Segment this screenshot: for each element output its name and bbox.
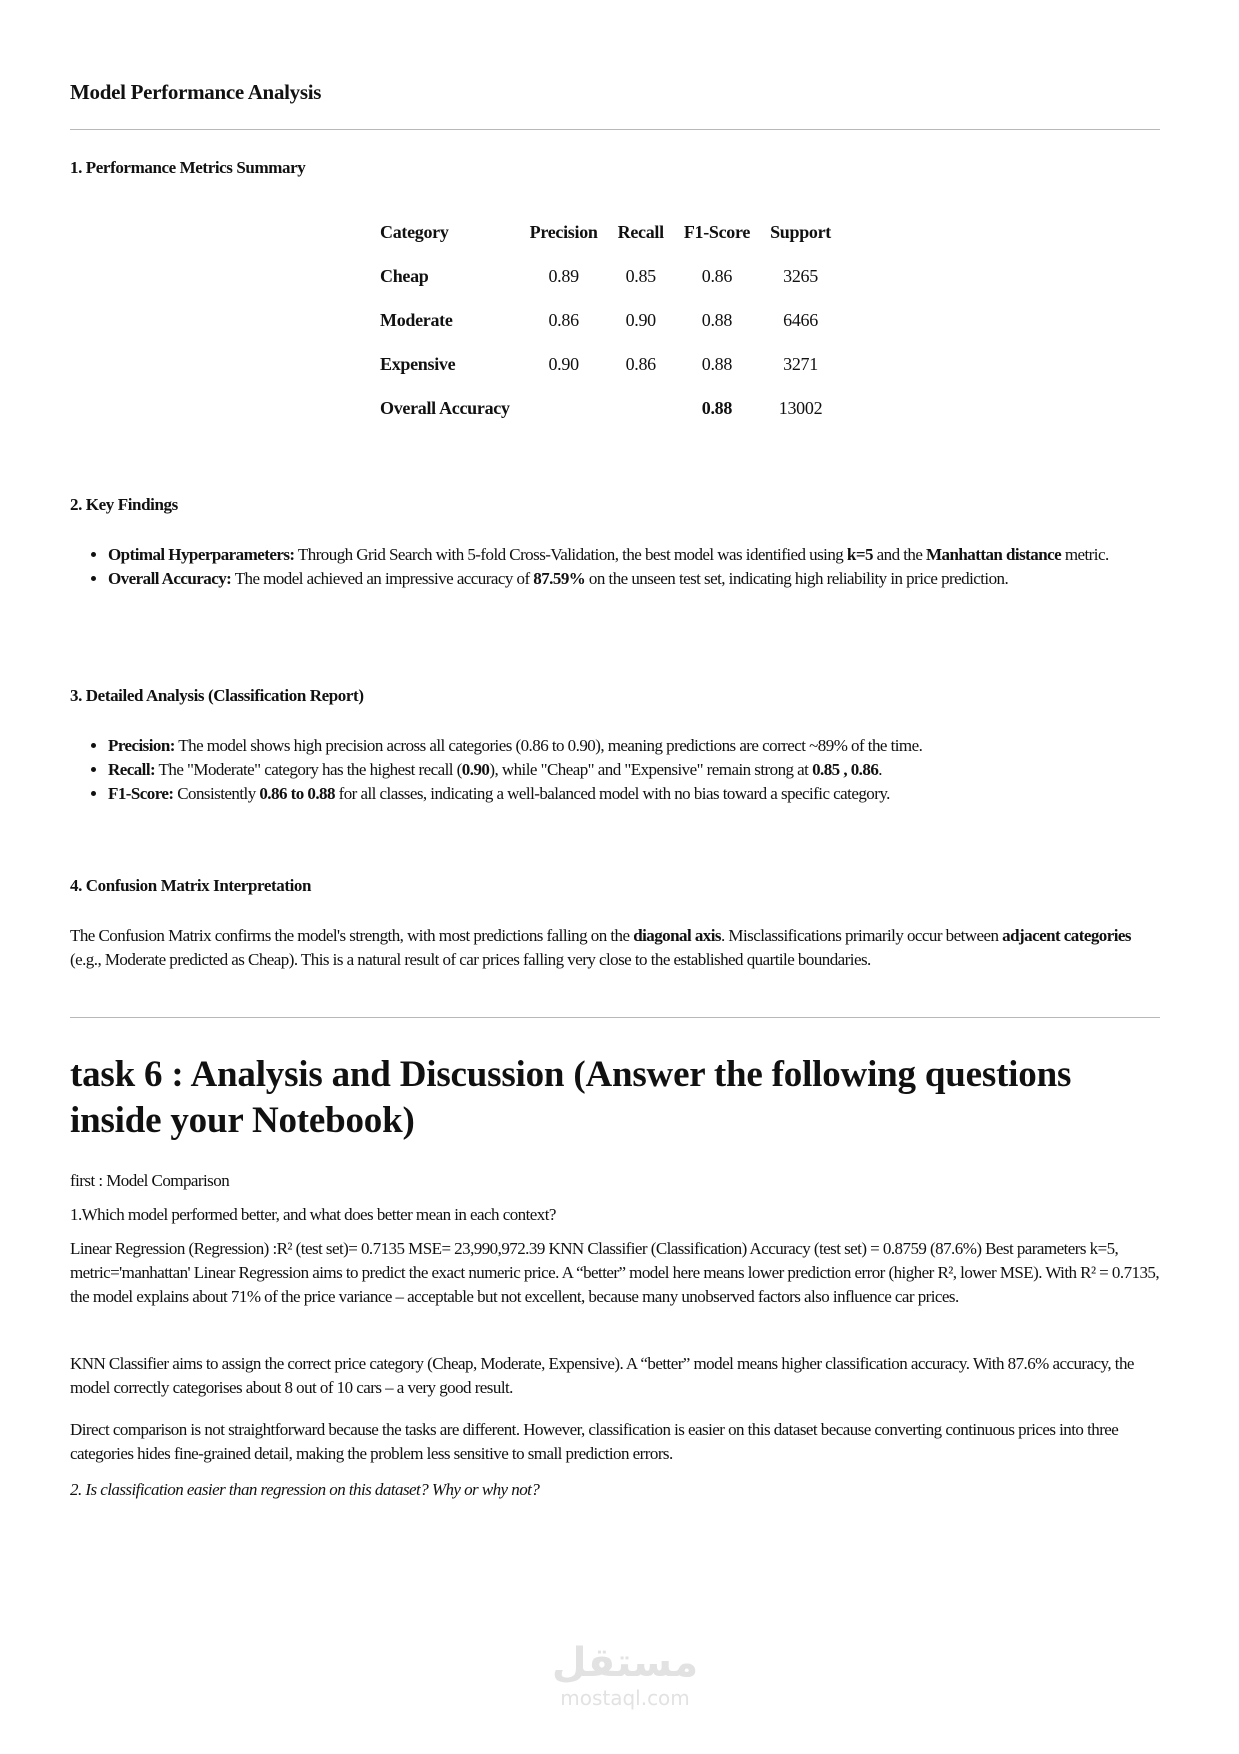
cell-category: Overall Accuracy bbox=[380, 397, 510, 418]
cell-category: Cheap bbox=[380, 265, 429, 286]
watermark-arabic-text: مستقل bbox=[551, 1640, 699, 1686]
question-2: 2. Is classification easier than regression on this dataset? Why or why not? bbox=[70, 1480, 540, 1499]
table-row-overall bbox=[370, 386, 841, 430]
cell-support: 3271 bbox=[783, 353, 818, 374]
section-heading-metrics: 1. Performance Metrics Summary bbox=[70, 158, 306, 177]
column-header-support: Support bbox=[770, 221, 831, 242]
table-row bbox=[370, 342, 841, 386]
list-item: • Precision: The model shows high precision across all categories (0.86 to 0.90), meaning predictions are correct ~89% of the time. bbox=[108, 734, 1160, 758]
section-heading-detailed-analysis: 3. Detailed Analysis (Classification Report) bbox=[70, 686, 364, 705]
cell-f1: 0.88 bbox=[701, 309, 733, 330]
cell-f1: 0.86 bbox=[701, 265, 733, 286]
cell-support: 3265 bbox=[783, 265, 818, 286]
answer-paragraph-2: KNN Classifier aims to assign the correct price category (Cheap, Moderate, Expensive). A “better” model means higher classification accuracy. With 87.6% accuracy, the model correctly categorises about 8 out of 10 cars – a very good result. bbox=[70, 1354, 1134, 1397]
cell-recall: 0.86 bbox=[625, 353, 656, 374]
cell-recall: 0.90 bbox=[625, 309, 656, 330]
section-heading-key-findings: 2. Key Findings bbox=[70, 495, 178, 514]
answer-paragraph-1: Linear Regression (Regression) :R² (test set)= 0.7135 MSE= 23,990,972.39 KNN Classifier (Classification) Accuracy (test set) = 0.8759 (87.6%) Best parameters k=5, metric='manhattan' Linear Regression aims to predict the exact numeric price. A “better” model here means lower prediction error (higher R², lower MSE). With R² = 0.7135, the model explains about 71% of the price variance – acceptable but not excellent, because many unobserved factors also influence car prices. bbox=[70, 1239, 1160, 1306]
list-item: • Overall Accuracy: The model achieved an impressive accuracy of 87.59% on the unseen test set, indicating high reliability in price prediction. bbox=[108, 567, 1160, 591]
cell-recall bbox=[608, 386, 674, 430]
detailed-analysis-list bbox=[70, 734, 1160, 806]
watermark-logo bbox=[540, 1640, 710, 1710]
cell-f1: 0.88 bbox=[701, 397, 733, 418]
cell-support: 6466 bbox=[783, 309, 818, 330]
list-item: • Recall: The "Moderate" category has the highest recall (0.90), while "Cheap" and "Expensive" remain strong at 0.85 , 0.86. bbox=[108, 758, 1160, 782]
column-header-f1: F1-Score bbox=[683, 221, 751, 242]
key-findings-list bbox=[70, 543, 1160, 591]
question-1: 1.Which model performed better, and what does better mean in each context? bbox=[70, 1205, 556, 1224]
cell-precision: 0.90 bbox=[548, 353, 579, 374]
cell-category: Expensive bbox=[380, 353, 456, 374]
page-title: Model Performance Analysis bbox=[70, 80, 322, 104]
metrics-table bbox=[370, 210, 841, 430]
list-item: • F1-Score: Consistently 0.86 to 0.88 for all classes, indicating a well-balanced model with no bias toward a specific category. bbox=[108, 782, 1160, 806]
column-header-category: Category bbox=[380, 221, 449, 242]
cell-category: Moderate bbox=[380, 309, 453, 330]
cell-recall: 0.85 bbox=[625, 265, 656, 286]
cell-precision: 0.89 bbox=[548, 265, 579, 286]
task-heading: task 6 : Analysis and Discussion (Answer the following questions inside your Notebook) bbox=[70, 1054, 1072, 1141]
column-header-precision: Precision bbox=[529, 221, 598, 242]
table-row bbox=[370, 298, 841, 342]
task-subtitle: first : Model Comparison bbox=[70, 1171, 230, 1190]
table-row bbox=[370, 254, 841, 298]
column-header-recall: Recall bbox=[617, 221, 664, 242]
confusion-matrix-paragraph: The Confusion Matrix confirms the model's strength, with most predictions falling on the diagonal axis. Misclassifications primarily occur between adjacent categories (e.g., Moderate predicted as Cheap). This is a natural result of car prices falling very close to the established quartile boundaries. bbox=[70, 926, 1131, 969]
answer-paragraph-3: Direct comparison is not straightforward because the tasks are different. However, classification is easier on this dataset because converting continuous prices into three categories hides fine-grained detail, making the problem less sensitive to small prediction errors. bbox=[70, 1420, 1119, 1463]
table-header-row bbox=[370, 210, 841, 254]
cell-precision bbox=[520, 386, 608, 430]
cell-precision: 0.86 bbox=[548, 309, 579, 330]
cell-f1: 0.88 bbox=[701, 353, 733, 374]
watermark-latin-text: mostaql.com bbox=[560, 1686, 690, 1710]
divider bbox=[70, 1017, 1160, 1018]
cell-support: 13002 bbox=[778, 397, 823, 418]
section-heading-confusion-matrix: 4. Confusion Matrix Interpretation bbox=[70, 876, 312, 895]
divider bbox=[70, 129, 1160, 130]
list-item: • Optimal Hyperparameters: Through Grid Search with 5-fold Cross-Validation, the best model was identified using k=5 and the Manhattan distance metric. bbox=[108, 543, 1160, 567]
